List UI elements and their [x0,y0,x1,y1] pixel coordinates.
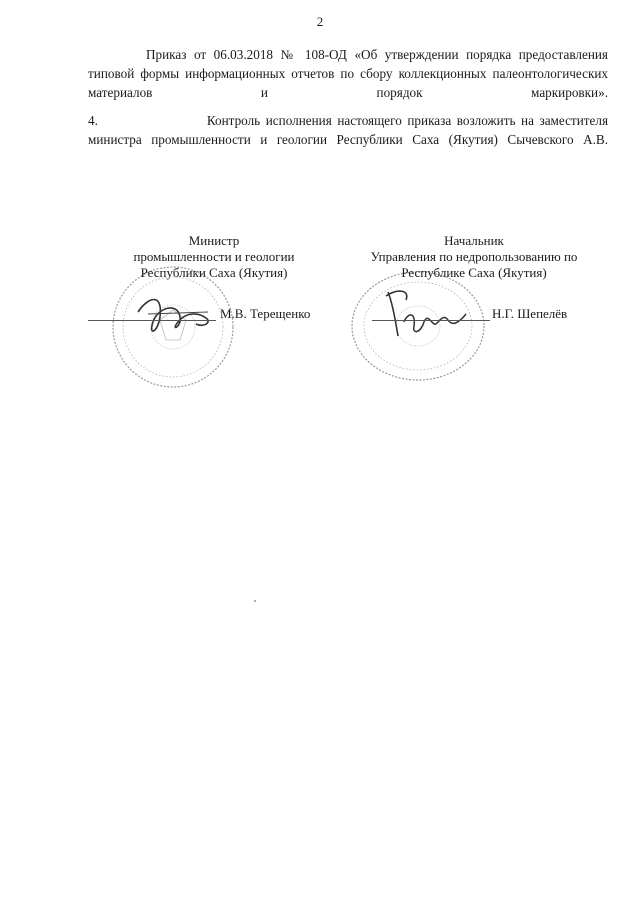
order-reference-paragraph: Приказ от 06.03.2018 № 108-ОД «Об утверждении порядка предоставления типовой формы информационных отчетов по сбору коллекционных палеонтологических материалов и порядок маркировки». [88,47,608,100]
right-title-line-3: Республике Саха (Якутия) [401,265,547,280]
control-paragraph [88,111,608,149]
right-title-line-1: Начальник [444,233,504,248]
right-signatory-name: Н.Г. Шепелёв [492,306,568,321]
scan-speck [254,600,256,602]
item-number: 4. [88,113,98,128]
page-number: 2 [316,14,324,29]
right-signatory-title [345,233,603,281]
left-signatory-title [104,233,324,281]
control-paragraph-text: Контроль исполнения настоящего приказа возложить на заместителя министра промышленности и геологии Республики Саха (Якутия) Сычевского А.В. [88,113,609,147]
right-title-line-2: Управления по недропользованию по [370,249,578,264]
left-signatory-name: М.В. Терещенко [220,306,311,321]
left-title-line-2: промышленности и геологии [133,249,295,264]
left-title-line-1: Министр [188,233,240,248]
left-title-line-3: Республики Саха (Якутия) [140,265,288,280]
right-handwritten-signature [348,264,488,384]
left-handwritten-signature [108,262,238,392]
left-signature-line [88,320,216,321]
right-signature-line [372,320,490,321]
